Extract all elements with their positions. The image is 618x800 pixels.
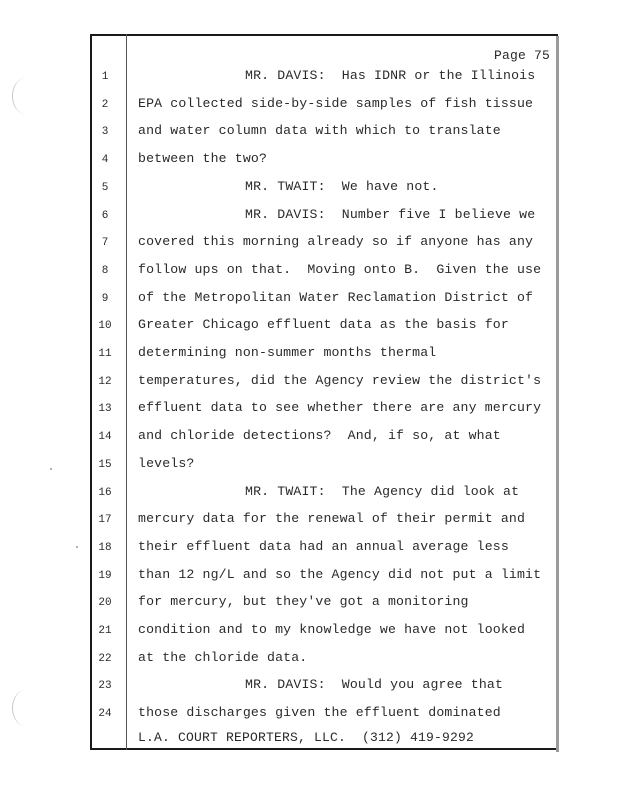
line-number: 11 — [98, 348, 112, 360]
court-reporter-footer: L.A. COURT REPORTERS, LLC. (312) 419-9292 — [138, 730, 475, 745]
line-text: between the two? — [138, 151, 268, 167]
line-number: 21 — [98, 625, 112, 637]
transcript-line — [0, 234, 560, 254]
transcript-line — [0, 373, 560, 393]
line-number: 12 — [98, 375, 112, 388]
transcript-line — [0, 622, 560, 642]
transcript-line — [0, 539, 560, 559]
speaker-line-text: MR. DAVIS: Would you agree that — [245, 677, 504, 693]
transcript-line — [0, 456, 560, 476]
line-text: for mercury, but they've got a monitoring — [138, 594, 469, 610]
line-text: and water column data with which to translate — [138, 123, 501, 139]
transcript-line — [0, 151, 560, 171]
line-text: mercury data for the renewal of their permit and — [138, 511, 526, 527]
speaker-line-text: MR. DAVIS: Number five I believe we — [245, 206, 536, 222]
line-number: 1 — [101, 71, 109, 83]
line-number: 19 — [98, 569, 112, 582]
line-number: 2 — [101, 98, 109, 111]
line-text: covered this morning already so if anyone has any — [138, 234, 534, 250]
line-number: 22 — [98, 652, 112, 665]
transcript-line — [0, 705, 560, 725]
transcript-line — [0, 567, 560, 587]
transcript-line — [0, 68, 560, 88]
transcript-line — [0, 123, 560, 143]
line-number: 17 — [98, 514, 112, 527]
transcript-line — [0, 484, 560, 504]
line-number: 6 — [101, 209, 109, 222]
line-text: condition and to my knowledge we have not looked — [138, 622, 526, 637]
line-text: those discharges given the effluent dominated — [138, 705, 501, 721]
line-number: 24 — [98, 708, 112, 721]
transcript-line — [0, 594, 560, 614]
line-text: temperatures, did the Agency review the district's — [138, 372, 542, 388]
transcript-line — [0, 650, 560, 670]
transcript-line — [0, 96, 560, 116]
speaker-line-text: MR. TWAIT: The Agency did look at — [245, 483, 520, 499]
line-number: 5 — [101, 181, 109, 194]
line-text: Greater Chicago effluent data as the basis for — [138, 317, 509, 333]
speaker-line-text: MR. TWAIT: We have not. — [245, 178, 439, 194]
line-number: 4 — [101, 154, 109, 167]
line-number: 8 — [101, 264, 109, 277]
line-number: 16 — [98, 486, 112, 499]
line-text: effluent data to see whether there are any mercury — [138, 400, 542, 416]
line-text: their effluent data had an annual average less — [138, 538, 509, 554]
line-number: 13 — [98, 403, 112, 416]
transcript-line — [0, 179, 560, 199]
line-number: 15 — [98, 458, 112, 471]
transcript-line — [0, 428, 560, 448]
transcript-line — [0, 677, 560, 697]
line-text: determining non-summer months thermal — [138, 345, 437, 360]
line-number: 7 — [101, 237, 109, 250]
line-number: 23 — [98, 680, 112, 693]
line-number: 9 — [101, 292, 109, 305]
transcript-line — [0, 262, 560, 282]
transcript-line — [0, 400, 560, 420]
line-number: 18 — [98, 541, 112, 554]
transcript-line — [0, 207, 560, 227]
line-number: 20 — [98, 597, 112, 610]
line-text: at the chloride data. — [138, 649, 308, 665]
transcript-line — [0, 511, 560, 531]
line-text: than 12 ng/L and so the Agency did not put a limit — [138, 566, 542, 582]
transcript-line — [0, 345, 560, 365]
speaker-line-text: MR. DAVIS: Has IDNR or the Illinois — [245, 68, 536, 83]
line-number: 3 — [101, 126, 109, 139]
page-number: Page 75 — [493, 48, 550, 63]
line-text: levels? — [138, 455, 195, 471]
transcript-line — [0, 290, 560, 310]
line-text: and chloride detections? And, if so, at what — [138, 428, 501, 444]
line-number: 14 — [98, 431, 112, 444]
line-text: follow ups on that. Moving onto B. Given the use — [138, 261, 542, 277]
line-text: EPA collected side-by-side samples of fish tissue — [138, 95, 534, 111]
line-text: of the Metropolitan Water Reclamation District of — [138, 289, 534, 305]
frame-shadow — [556, 36, 559, 752]
transcript-line — [0, 317, 560, 337]
line-number: 10 — [98, 320, 112, 333]
